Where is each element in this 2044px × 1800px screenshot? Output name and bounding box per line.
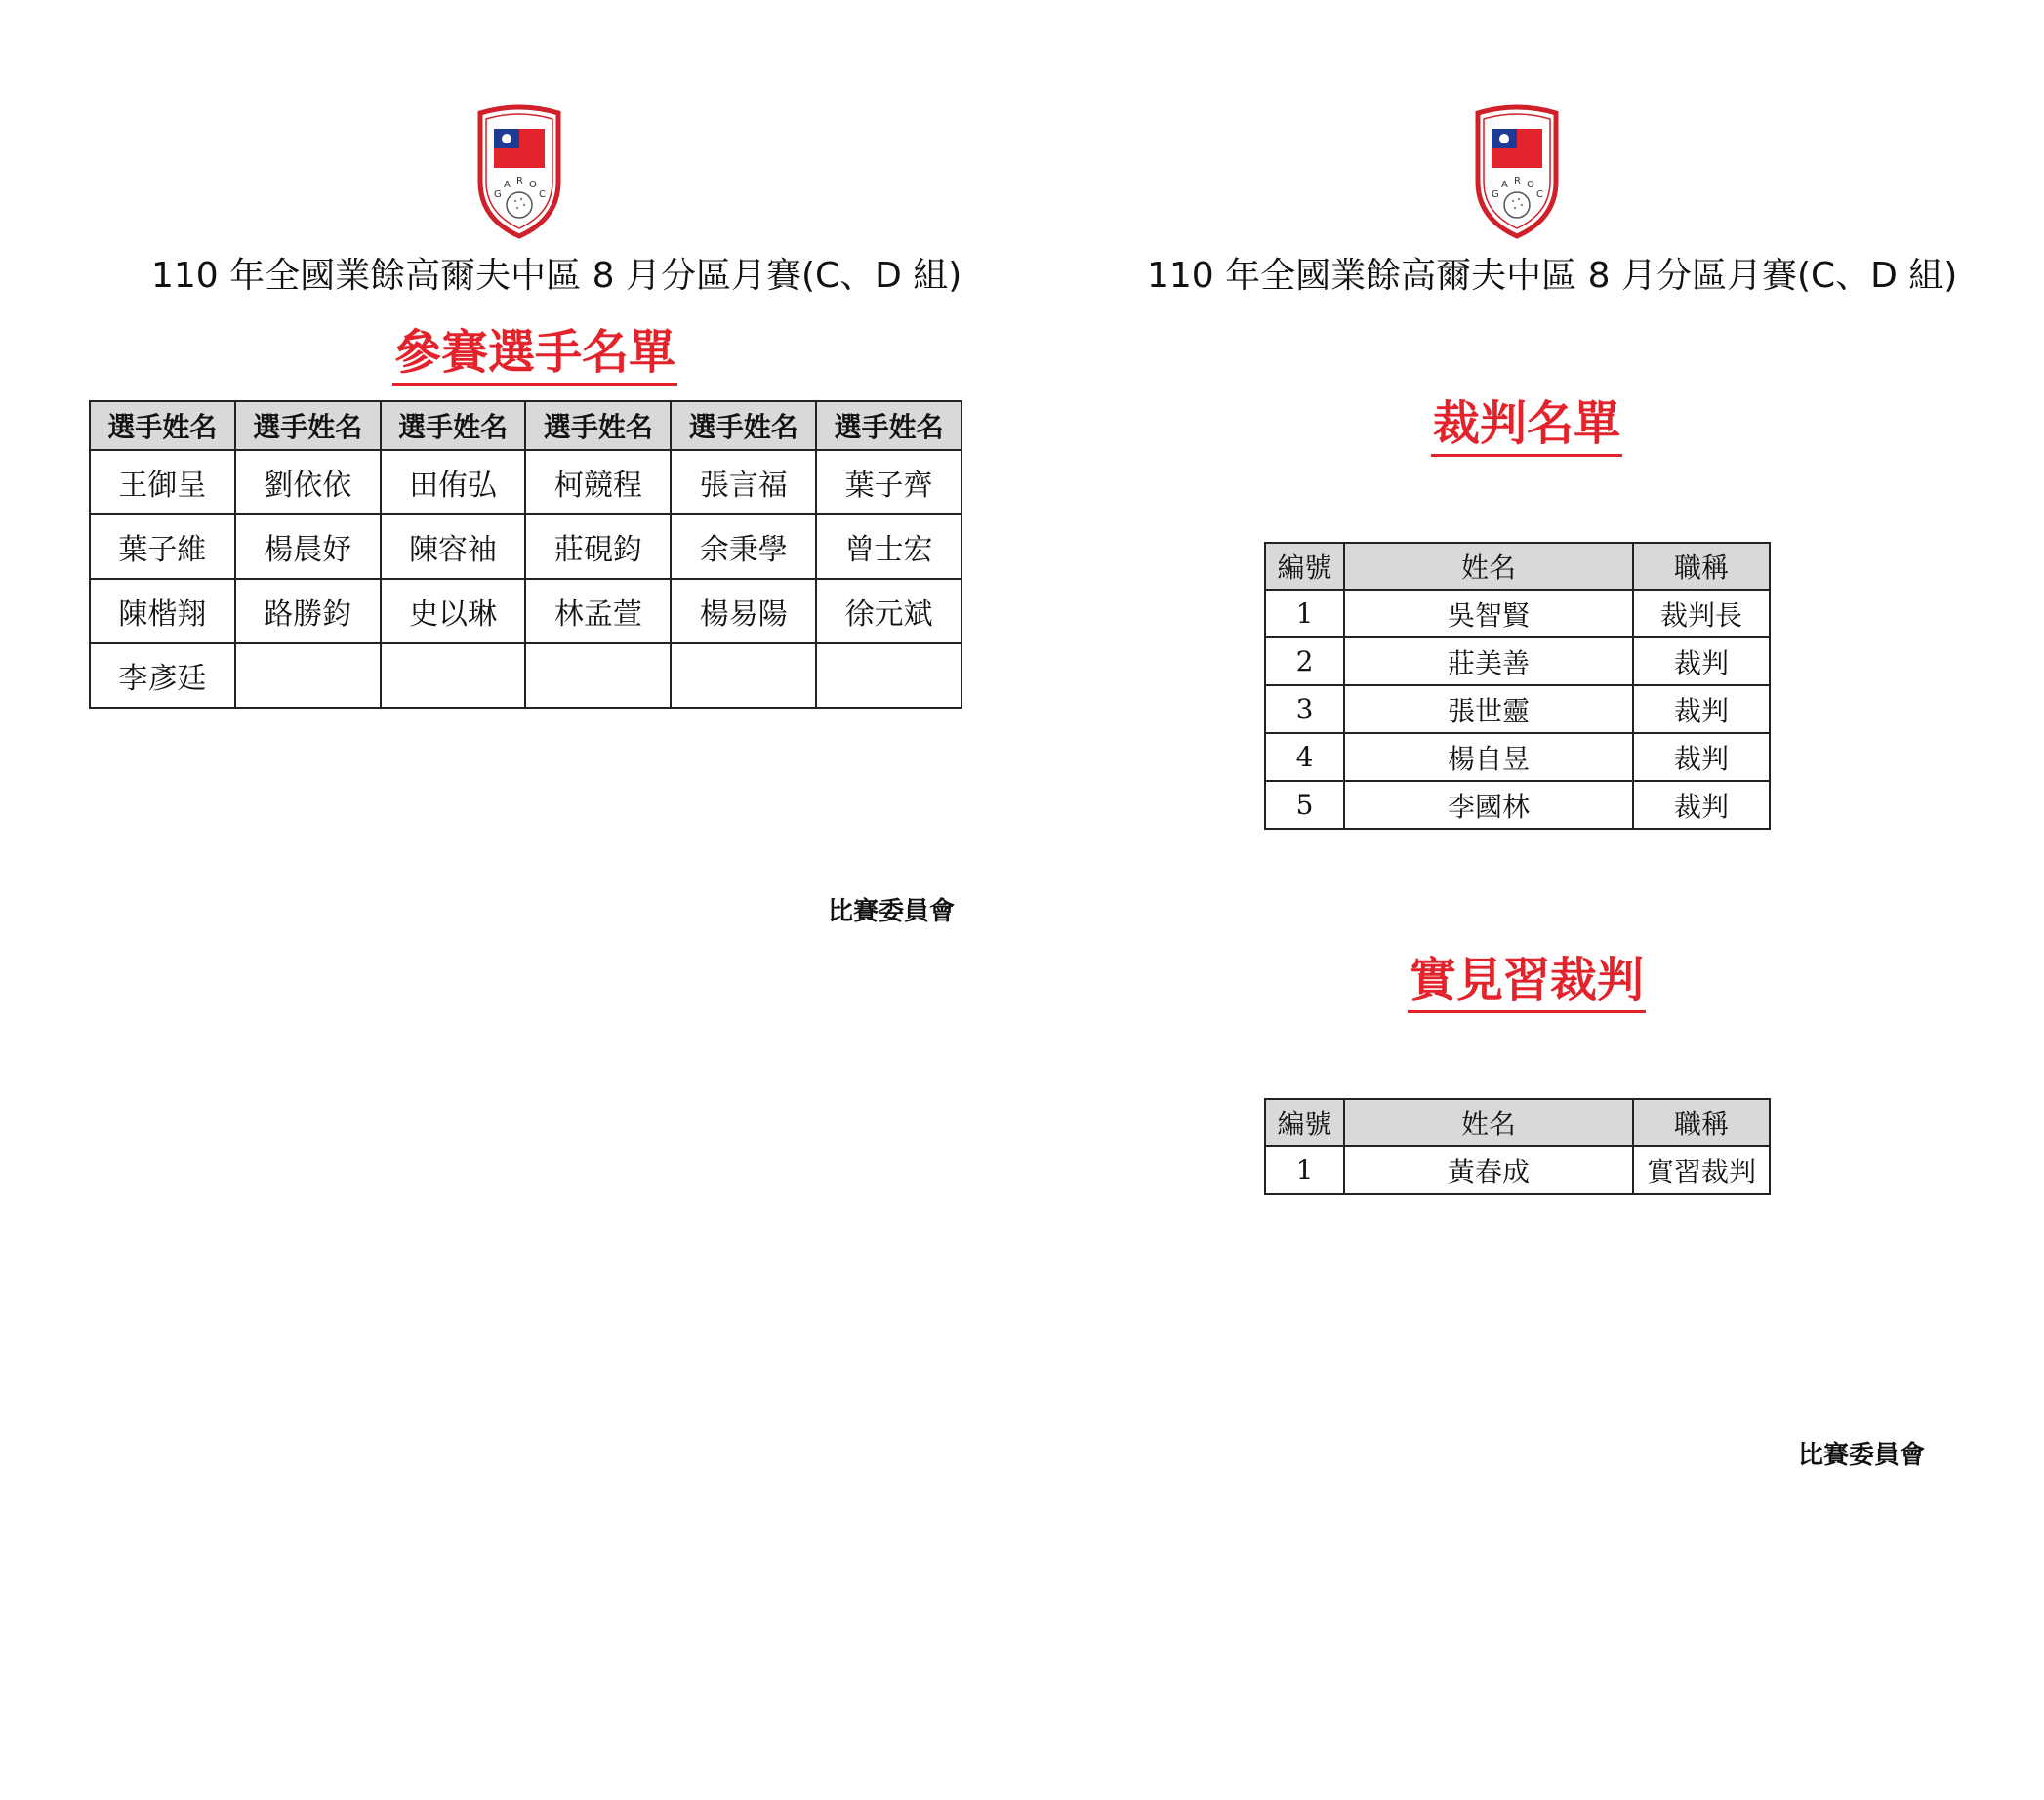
table-header-row bbox=[1265, 543, 1770, 590]
player-name-cell: 田侑弘 bbox=[381, 450, 526, 514]
player-name-cell: 楊晨妤 bbox=[235, 514, 381, 579]
column-header: 選手姓名 bbox=[671, 401, 816, 450]
number-cell: 3 bbox=[1265, 685, 1344, 733]
title-cell: 裁判 bbox=[1633, 781, 1770, 829]
table-row bbox=[1265, 733, 1770, 781]
svg-text:C: C bbox=[1536, 189, 1543, 200]
player-name-cell: 陳容袖 bbox=[381, 514, 526, 579]
player-name-cell: 莊硯鈞 bbox=[525, 514, 671, 579]
table-row bbox=[1265, 685, 1770, 733]
title-cell: 裁判 bbox=[1633, 733, 1770, 781]
column-header: 編號 bbox=[1265, 1099, 1344, 1146]
garoc-logo bbox=[1470, 103, 1564, 240]
document-title: 110 年全國業餘高爾夫中區 8 月分區月賽(C、D 組) bbox=[151, 256, 962, 296]
trainees-heading: 實見習裁判 bbox=[1408, 955, 1646, 1013]
player-name-cell bbox=[816, 643, 961, 708]
column-header: 姓名 bbox=[1344, 543, 1633, 590]
player-name-cell: 王御呈 bbox=[90, 450, 235, 514]
number-cell: 4 bbox=[1265, 733, 1344, 781]
title-cell: 裁判長 bbox=[1633, 590, 1770, 637]
right-page bbox=[1005, 0, 2044, 1800]
name-cell: 張世靈 bbox=[1344, 685, 1633, 733]
left-page bbox=[0, 0, 1005, 1800]
name-cell: 楊自昱 bbox=[1344, 733, 1633, 781]
player-name-cell: 楊易陽 bbox=[671, 579, 816, 643]
referees-heading: 裁判名單 bbox=[1431, 398, 1622, 457]
document-title: 110 年全國業餘高爾夫中區 8 月分區月賽(C、D 組) bbox=[1147, 256, 1958, 296]
column-header: 姓名 bbox=[1344, 1099, 1633, 1146]
number-cell: 1 bbox=[1265, 1146, 1344, 1194]
referees-table bbox=[1264, 542, 1771, 830]
player-name-cell: 史以琳 bbox=[381, 579, 526, 643]
player-name-cell: 葉子齊 bbox=[816, 450, 961, 514]
garoc-shield-icon bbox=[1470, 103, 1564, 240]
column-header: 職稱 bbox=[1633, 1099, 1770, 1146]
column-header: 職稱 bbox=[1633, 543, 1770, 590]
svg-text:O: O bbox=[1527, 180, 1534, 190]
player-name-cell: 劉依依 bbox=[235, 450, 381, 514]
table-row bbox=[90, 450, 961, 514]
player-name-cell: 路勝鈞 bbox=[235, 579, 381, 643]
svg-text:R: R bbox=[1514, 176, 1521, 186]
svg-text:O: O bbox=[529, 180, 537, 190]
number-cell: 1 bbox=[1265, 590, 1344, 637]
player-name-cell: 李彥廷 bbox=[90, 643, 235, 708]
title-cell: 裁判 bbox=[1633, 637, 1770, 685]
name-cell: 黃春成 bbox=[1344, 1146, 1633, 1194]
number-cell: 5 bbox=[1265, 781, 1344, 829]
player-name-cell: 徐元斌 bbox=[816, 579, 961, 643]
svg-text:A: A bbox=[504, 180, 511, 190]
table-header-row bbox=[90, 401, 961, 450]
player-name-cell bbox=[235, 643, 381, 708]
garoc-logo bbox=[472, 103, 566, 240]
table-row bbox=[90, 643, 961, 708]
player-name-cell: 曾士宏 bbox=[816, 514, 961, 579]
table-row bbox=[90, 579, 961, 643]
column-header: 選手姓名 bbox=[235, 401, 381, 450]
table-header-row bbox=[1265, 1099, 1770, 1146]
players-heading: 參賽選手名單 bbox=[392, 327, 677, 386]
player-name-cell bbox=[525, 643, 671, 708]
player-name-cell: 張言福 bbox=[671, 450, 816, 514]
name-cell: 吳智賢 bbox=[1344, 590, 1633, 637]
table-row bbox=[1265, 781, 1770, 829]
trainee-referees-table bbox=[1264, 1098, 1771, 1195]
column-header: 選手姓名 bbox=[816, 401, 961, 450]
player-name-cell: 葉子維 bbox=[90, 514, 235, 579]
table-row bbox=[1265, 637, 1770, 685]
garoc-shield-icon bbox=[472, 103, 566, 240]
title-cell: 實習裁判 bbox=[1633, 1146, 1770, 1194]
column-header: 選手姓名 bbox=[90, 401, 235, 450]
name-cell: 莊美善 bbox=[1344, 637, 1633, 685]
committee-signoff: 比賽委員會 bbox=[1798, 1441, 1926, 1470]
svg-text:C: C bbox=[539, 189, 546, 200]
committee-signoff: 比賽委員會 bbox=[828, 897, 956, 926]
table-row bbox=[90, 514, 961, 579]
table-row bbox=[1265, 1146, 1770, 1194]
player-name-cell: 柯競程 bbox=[525, 450, 671, 514]
column-header: 編號 bbox=[1265, 543, 1344, 590]
svg-text:G: G bbox=[1492, 189, 1499, 200]
player-name-cell bbox=[671, 643, 816, 708]
name-cell: 李國林 bbox=[1344, 781, 1633, 829]
player-name-cell: 陳楷翔 bbox=[90, 579, 235, 643]
svg-text:G: G bbox=[494, 189, 502, 200]
svg-text:A: A bbox=[1501, 180, 1508, 190]
table-row bbox=[1265, 590, 1770, 637]
title-cell: 裁判 bbox=[1633, 685, 1770, 733]
number-cell: 2 bbox=[1265, 637, 1344, 685]
player-name-cell: 余秉學 bbox=[671, 514, 816, 579]
svg-text:R: R bbox=[516, 176, 523, 186]
column-header: 選手姓名 bbox=[381, 401, 526, 450]
players-table bbox=[89, 400, 962, 709]
player-name-cell bbox=[381, 643, 526, 708]
column-header: 選手姓名 bbox=[525, 401, 671, 450]
player-name-cell: 林孟萱 bbox=[525, 579, 671, 643]
